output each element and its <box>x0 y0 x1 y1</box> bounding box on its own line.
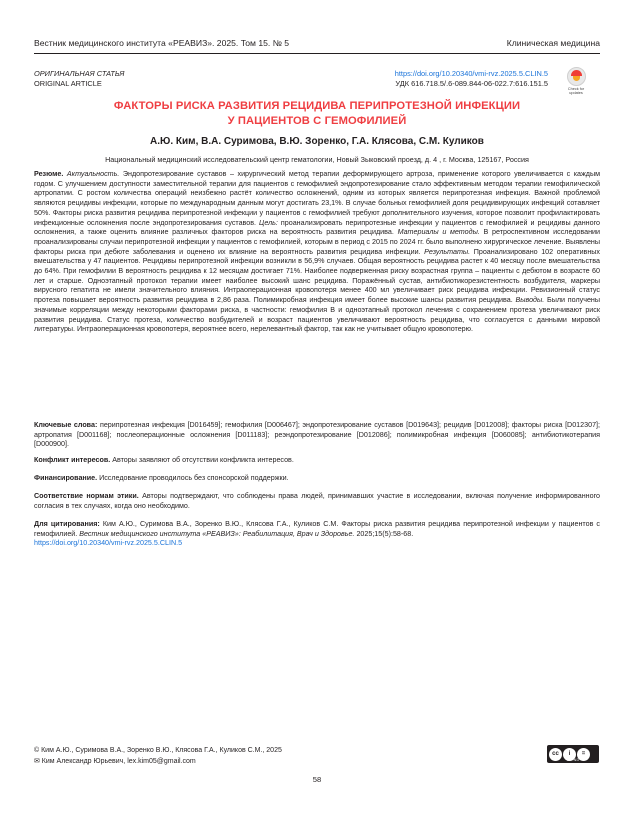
actuality-label: Актуальность. <box>66 170 120 178</box>
page-number: 58 <box>312 775 322 784</box>
funding-text: Исследование проводилось без спонсорской поддержки. <box>99 474 289 482</box>
keywords-label: Ключевые слова: <box>34 421 98 429</box>
keywords-text: перипротезная инфекция [D016459]; гемофилия [D006467]; эндопротезирование суставов [D019643]; рецидив [D012008]; факторы риска [D012307]; артропатия [D001168]; послеоперационные осложнения [D011183]; реэндопротезирование [D012086]; полимикробная инфекция [D060085]; антибиотикотерапия [D000900]. <box>34 421 601 449</box>
funding-label: Финансирование. <box>34 474 98 482</box>
conflict-text: Авторы заявляют об отсутствии конфликта интересов. <box>112 456 294 464</box>
copyright: © Ким А.Ю., Суримова В.А., Зоренко В.Ю., Клясова Г.А., Куликов С.М., 2025 <box>34 747 282 754</box>
methods-text: В ретроспективном исследовании проанализированы случаи перипротезной инфекции у пациентов с гемофилией, которым в период с 2015 по 2024 гг. было выполнено хирургическое лечение. Выявлены факторы риска при дебюте заболевания и оценено их влияние на вероятность развития рецидива инфекции. <box>34 228 601 256</box>
footer <box>34 746 282 767</box>
methods-label: Материалы и методы. <box>397 228 480 237</box>
ethics-label: Соответствие нормам этики. <box>34 492 139 500</box>
crossmark-icon <box>567 67 586 86</box>
article-title <box>60 99 574 128</box>
actuality-text: Эндопротезирование суставов – хирургический метод терапии деформирующего артроза, применение которого увеличивается с каждым годом. С улучшением доступности заместительной терапии для пациентов с гемофилией эндопротезирование стало эффективным методом терапии гемофилической артропатии. С ростом количества операций неизбежно растёт количество осложнений, одним из которых является перипротезная инфекция. Важной проблемой являются рецидивы инфекции, которые по международным данным могут достигать 23,1%. В случае больных гемофилией доля рецидивирующих инфекций сотавляет 50%. Факторы риска развития рецидива перипротезной инфекции у пациентов с гемофилией требуют дополнительного изучения, которое позволит профилактировать инфекционные осложнения после эндопротезирования суставов. <box>34 170 600 227</box>
citation-label: Для цитирования: <box>34 520 100 528</box>
ethics-text: Авторы подтверждают, что соблюдены права людей, принимавших участие в исследовании, включая получение информированного согласия в тех случаях, когда оно необходимо. <box>34 492 601 510</box>
citation-text: Ким А.Ю., Суримова В.А., Зоренко В.Ю., Клясова Г.А., Куликов С.М. Факторы риска развития рецидива перипротезной инфекции у пациентов с гемофилией. <box>34 520 601 538</box>
doi-link[interactable]: https://doi.org/10.20340/vmi-rvz.2025.5.CLIN.5 <box>394 69 548 78</box>
citation-journal: Вестник медицинского института «РЕАВИЗ»: Реабилитация, Врач и Здоровье. <box>79 529 355 538</box>
funding <box>34 474 600 484</box>
citation <box>34 520 600 549</box>
abstract-label: Резюме. <box>34 170 64 178</box>
conflict-of-interest <box>34 456 600 466</box>
keywords <box>34 421 600 450</box>
goal-label: Цель: <box>259 218 278 227</box>
title-line-1: ФАКТОРЫ РИСКА РАЗВИТИЯ РЕЦИДИВА ПЕРИПРОТЕЗНОЙ ИНФЕКЦИИ <box>113 100 521 112</box>
affiliation: Национальный медицинский исследовательский центр гематологии, Новый Зыковский проезд, д. 4 , г. Москва, 125167, Россия <box>105 155 529 164</box>
journal-section: Клиническая медицина <box>506 38 600 48</box>
author-list: А.Ю. Ким, В.А. Суримова, В.Ю. Зоренко, Г.А. Клясова, С.М. Куликов <box>150 136 484 147</box>
conflict-label: Конфликт интересов. <box>34 456 111 464</box>
article-type <box>34 69 124 88</box>
attribution-icon: i <box>563 748 576 761</box>
running-header <box>34 38 600 54</box>
results-text: Проанализировано 102 оперативных вмешательства у 47 пациентов. Рецидивы перипротезной инфекции возникли в 56,9% случаев. Общая вероятность рецидива растет к 40 месяцу после вмешательства до 64%. При гемофилии В вероятность рецидива к 12 месяцам достигает 71%. Наиболее подверженная риску возрастная группа – пациенты с дебютом в возрасте 60 лет и старше. Одноэтапный протокол терапии имеет наиболее высокий шанс рецидива. Поражённый сустав, антибиотикорезистентность возбудителя, маркеры вирусного гепатита не имели значительного влияния. Интраоперационная кровопотеря менее 400 мл увеличивает риск рецидива инфекции. Ревизионный статус протеза повышает вероятность развития рецидива в 2,86 раза. Полимикробная инфекция имеет более высокие шансы развития рецидива. <box>34 247 600 305</box>
article-type-ru: ОРИГИНАЛЬНАЯ СТАТЬЯ <box>34 69 125 78</box>
citation-doi-link[interactable]: https://doi.org/10.20340/vmi-rvz.2025.5.CLIN.5 <box>34 539 183 548</box>
article-ids <box>395 69 548 88</box>
conclusions-label: Выводы. <box>515 296 545 305</box>
license-label: BY ND <box>567 758 580 762</box>
abstract <box>34 170 600 335</box>
article-type-en: ORIGINAL ARTICLE <box>34 78 102 88</box>
conclusions-text: Были получены значимые корреляции между некоторыми факторами риска, в частности: гемофилия В и одноэтапный протокол лечения с сохранением протеза увеличивают риск развития рецидива. Статус протеза, количество возбудителей и возраст пациентов увеличивают вероятность рецидива, что согласуется с данными мировой литературы. Интраоперационная кровопотеря, вероятнее всего, нерелевантный фактор, так как не учитывает общую кровопотерю. <box>34 296 600 334</box>
journal-name: Вестник медицинского института «РЕАВИЗ». 2025. Том 15. № 5 <box>34 38 290 48</box>
cc-icon: cc <box>549 748 562 761</box>
udc-code: УДК 616.718.5/.6-089.844-06-022.7:616.151.5 <box>395 78 548 88</box>
title-line-2: У ПАЦИЕНТОВ С ГЕМОФИЛИЕЙ <box>227 114 407 127</box>
corresponding-author[interactable]: ✉ Ким Александр Юрьевич, lex.kim05@gmail.com <box>34 757 196 765</box>
citation-pages: 2025;15(5):58-68. <box>356 529 414 538</box>
results-label: Результаты. <box>424 247 471 256</box>
no-derivatives-icon: = <box>577 748 590 761</box>
cc-license-badge[interactable] <box>547 745 599 763</box>
ethics-statement <box>34 492 600 511</box>
goal-text: проанализировать перипротезные инфекции у пациентов с гемофилией и рецидивы данного осложнения, а также оценить влияние различных факторов риска на вероятность развития рецидива. <box>34 218 601 237</box>
badge-label: Check for updates <box>567 87 585 96</box>
